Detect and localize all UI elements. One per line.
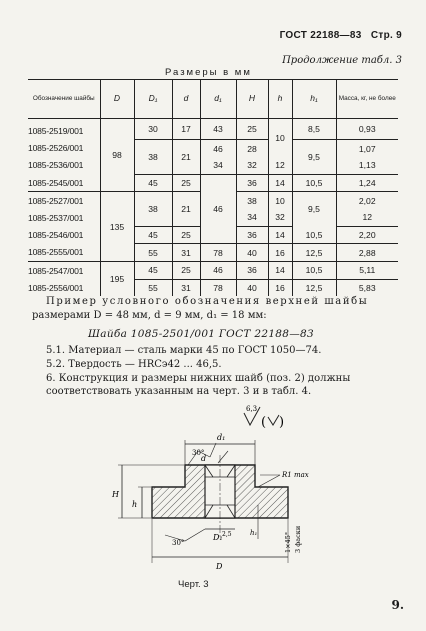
cell-D1: 30	[134, 119, 172, 140]
cell-H: 36	[236, 226, 268, 244]
cell-h: 10	[268, 192, 292, 209]
table-continuation-label: Продолжение табл. 3	[282, 55, 402, 66]
cell-D1: 45	[134, 262, 172, 280]
page-header	[280, 30, 402, 41]
cell-D1: 55	[134, 279, 172, 296]
cell-mass: 12	[336, 209, 398, 226]
svg-text:): )	[279, 415, 285, 430]
cell-d: 25	[172, 262, 200, 280]
label-h: h	[132, 500, 138, 509]
cell-designation: 1085-2556/001	[28, 282, 84, 293]
cell-mass: 0,93	[336, 119, 398, 140]
cell-H: 36	[236, 174, 268, 192]
label-h1: h₁	[250, 529, 258, 537]
cell-H: 40	[236, 244, 268, 262]
cell-D1: 38	[134, 140, 172, 174]
cell-H: 38	[236, 192, 268, 209]
cell-designation: 1085-2519/001	[28, 126, 84, 137]
cell-h: 14	[268, 226, 292, 244]
cell-h: 12	[268, 157, 292, 174]
table-row	[28, 157, 398, 174]
cell-h1: 9,5	[292, 192, 336, 226]
label-chamfer-count: 3 фаски	[294, 525, 302, 553]
cell-designation: 1085-2555/001	[28, 244, 100, 262]
cell-H: 28	[236, 140, 268, 157]
table-row	[28, 244, 398, 262]
label-angle-bottom: 30°	[172, 539, 185, 547]
cell-designation: 1085-2526/001	[28, 143, 84, 154]
label-rough-small: 2,5	[222, 531, 232, 538]
cell-designation: 1085-2527/001	[28, 195, 84, 206]
cell-h1: 9,5	[292, 140, 336, 174]
cell-H: 34	[236, 209, 268, 226]
cell-mass: 2,20	[336, 226, 398, 244]
cell-D1: 38	[134, 192, 172, 226]
col-h: h	[268, 80, 292, 119]
cell-d: 25	[172, 174, 200, 192]
svg-text:(: (	[261, 415, 267, 430]
cell-h: 14	[268, 174, 292, 192]
cell-designation: 1085-2536/001	[28, 160, 84, 171]
cell-d: 25	[172, 226, 200, 244]
cell-d: 31	[172, 244, 200, 262]
label-d: d	[201, 454, 207, 463]
example-designation: Шайба 1085-2501/001 ГОСТ 22188—83	[88, 328, 315, 340]
cell-H: 36	[236, 262, 268, 280]
cell-mass: 1,24	[336, 174, 398, 192]
cell-d1: 46	[200, 262, 236, 280]
roughness-symbol	[244, 405, 284, 430]
col-designation: Обозначение шайбы	[28, 80, 100, 119]
cell-h: 14	[268, 262, 292, 280]
item-construction: 6. Конструкция и размеры нижних шайб (поз. 2) должны соответствовать указанным на черт. 3 и в табл. 4.	[46, 373, 351, 397]
item-hardness: 5.2. Твердость — HRCэ42 ... 46,5.	[46, 359, 222, 370]
cell-h: 16	[268, 244, 292, 262]
cell-h1: 8,5	[292, 119, 336, 140]
label-r-max: R1 max	[282, 471, 309, 479]
col-d1: d₁	[200, 80, 236, 119]
cell-d1: 34	[200, 157, 236, 174]
cell-h1: 10,5	[292, 226, 336, 244]
table-header-row	[28, 80, 398, 119]
cell-designation: 1085-2545/001	[28, 174, 100, 192]
col-D: D	[100, 80, 134, 119]
cell-h1: 10,5	[292, 174, 336, 192]
example-sizes: размерами D = 48 мм, d = 9 мм, d₁ = 18 мм:	[32, 310, 267, 321]
cell-h1: 10,5	[292, 262, 336, 280]
table-row	[28, 262, 398, 280]
cell-mass: 1,07	[336, 140, 398, 157]
cell-h1: 12,5	[292, 279, 336, 296]
cell-mass: 2,02	[336, 192, 398, 209]
label-chamfer: 1×45°	[284, 531, 292, 553]
page-number: 9.	[391, 598, 404, 612]
cell-mass: 2,88	[336, 244, 398, 262]
col-D1: D₁	[134, 80, 172, 119]
page-label: Стр. 9	[370, 30, 402, 41]
example-title: Пример условного обозначения верхней шайбы	[46, 296, 369, 307]
cell-D: 195	[100, 262, 134, 297]
label-D: D	[216, 562, 223, 571]
col-H: H	[236, 80, 268, 119]
cell-designation: 1085-2546/001	[28, 229, 84, 240]
table-title: Размеры в мм	[165, 67, 252, 78]
cell-h: 10	[268, 119, 292, 157]
cell-designation: 1085-2537/001	[28, 212, 84, 223]
cell-mass: 5,11	[336, 262, 398, 280]
label-D1: D₁	[213, 533, 223, 542]
cell-h: 16	[268, 279, 292, 296]
cell-D1: 45	[134, 174, 172, 192]
cell-h1: 12,5	[292, 244, 336, 262]
cell-H: 32	[236, 157, 268, 174]
table-row	[28, 140, 398, 157]
cell-h: 32	[268, 209, 292, 226]
col-d: d	[172, 80, 200, 119]
cell-d: 21	[172, 140, 200, 174]
cell-D: 98	[100, 119, 134, 192]
cell-d1: 78	[200, 279, 236, 296]
cell-H: 40	[236, 279, 268, 296]
cell-designation: 1085-2547/001	[28, 265, 84, 276]
col-h1: h₁	[292, 80, 336, 119]
cell-d: 31	[172, 279, 200, 296]
cell-mass: 5,83	[336, 279, 398, 296]
cell-D: 135	[100, 192, 134, 262]
cell-D1: 55	[134, 244, 172, 262]
cell-d1: 43	[200, 119, 236, 140]
cell-H: 25	[236, 119, 268, 140]
col-mass: Масса, кг, не более	[336, 80, 398, 119]
cell-mass: 1,13	[336, 157, 398, 174]
cell-d1: 46	[200, 140, 236, 157]
cell-d: 21	[172, 192, 200, 226]
item-material: 5.1. Материал — сталь марки 45 по ГОСТ 1050—74.	[46, 345, 322, 356]
dimensions-table	[28, 79, 398, 296]
gost-number: ГОСТ 22188—83	[279, 30, 362, 41]
table-row	[28, 174, 398, 192]
label-angle-top: 30°	[192, 449, 205, 457]
figure-caption: Черт. 3	[178, 579, 209, 590]
roughness-value: 6,3	[246, 405, 258, 413]
cell-d1: 78	[200, 244, 236, 262]
washer-drawing	[110, 405, 340, 577]
cell-d1: 46	[200, 174, 236, 244]
cell-D1: 45	[134, 226, 172, 244]
label-H: H	[112, 490, 119, 499]
label-d1: d₁	[217, 433, 226, 442]
table-row	[28, 119, 398, 140]
table-row	[28, 279, 398, 296]
cell-d: 17	[172, 119, 200, 140]
